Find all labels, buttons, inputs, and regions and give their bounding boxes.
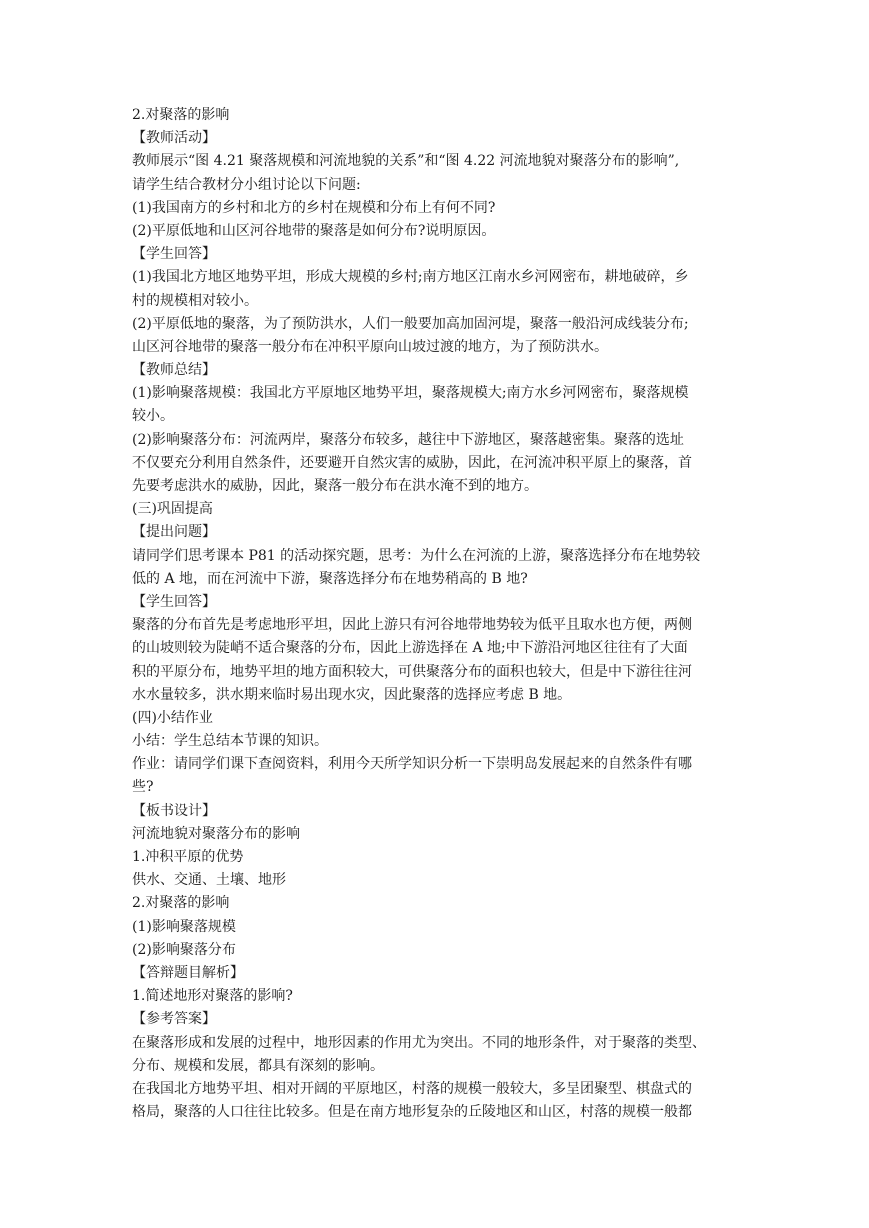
teacher-activity-label: 【教师活动】 xyxy=(132,130,216,147)
defense-question-label: 【答辩题目解析】 xyxy=(132,964,244,981)
section-heading: (三)巩固提高 xyxy=(132,501,213,518)
body-line: 水水量较多，洪水期来临时易出现水灾，因此聚落的选择应考虑 B 地。 xyxy=(132,686,572,703)
body-line: 请学生结合教材分小组讨论以下问题: xyxy=(132,176,361,193)
reference-answer-label: 【参考答案】 xyxy=(132,1011,216,1028)
body-line: 作业：请同学们课下查阅资料，利用今天所学知识分析一下崇明岛发展起来的自然条件有哪 xyxy=(132,756,692,773)
raise-question-label: 【提出问题】 xyxy=(132,524,216,541)
body-line: 山区河谷地带的聚落一般分布在冲积平原向山坡过渡的地方，为了预防洪水。 xyxy=(132,338,608,355)
body-line: 1.简述地形对聚落的影响? xyxy=(132,988,293,1005)
question-item: (1)我国南方的乡村和北方的乡村在规模和分布上有何不同? xyxy=(132,199,496,216)
body-line: 村的规模相对较小。 xyxy=(132,292,258,309)
body-line: 格局，聚落的人口往往比较多。但是在南方地形复杂的丘陵地区和山区，村落的规模一般都 xyxy=(132,1104,692,1121)
student-answer-label: 【学生回答】 xyxy=(132,246,216,263)
teacher-summary-label: 【教师总结】 xyxy=(132,362,216,379)
body-line: (1)我国北方地区地势平坦，形成大规模的乡村;南方地区江南水乡河网密布，耕地破碎，乡 xyxy=(132,269,689,286)
body-line: (2)影响聚落分布 xyxy=(132,941,236,958)
body-line: 请同学们思考课本 P81 的活动探究题，思考：为什么在河流的上游，聚落选择分布在地势较 xyxy=(132,547,701,564)
body-line: 些? xyxy=(132,779,154,796)
body-line: 先要考虑洪水的威胁，因此，聚落一般分布在洪水淹不到的地方。 xyxy=(132,478,538,494)
body-line: 小结：学生总结本节课的知识。 xyxy=(132,733,328,750)
body-line: 不仅要充分利用自然条件，还要避开自然灾害的威胁，因此，在河流冲积平原上的聚落，首 xyxy=(132,454,692,471)
body-line: 较小。 xyxy=(132,408,174,425)
body-line: (1)影响聚落规模：我国北方平原地区地势平坦，聚落规模大;南方水乡河网密布，聚落规模 xyxy=(132,385,689,402)
document-body xyxy=(132,104,742,1124)
section-heading: 2.对聚落的影响 xyxy=(132,107,230,123)
body-line: 低的 A 地，而在河流中下游，聚落选择分布在地势稍高的 B 地? xyxy=(132,570,528,587)
body-line: 河流地貌对聚落分布的影响 xyxy=(132,825,300,842)
body-line: 在聚落形成和发展的过程中，地形因素的作用尤为突出。不同的地形条件，对于聚落的类型、 xyxy=(132,1034,706,1051)
body-line: 供水、交通、土壤、地形 xyxy=(132,872,286,889)
body-line: 积的平原分布，地势平坦的地方面积较大，可供聚落分布的面积也较大，但是中下游往往河 xyxy=(132,663,692,680)
student-answer-label: 【学生回答】 xyxy=(132,593,216,610)
body-line: 教师展示“图 4.21 聚落规模和河流地貌的关系”和“图 4.22 河流地貌对聚落分布的影响”, xyxy=(132,153,680,170)
body-line: 聚落的分布首先是考虑地形平坦，因此上游只有河谷地带地势较为低平且取水也方便，两侧 xyxy=(132,617,692,634)
body-line: 1.冲积平原的优势 xyxy=(132,849,244,865)
question-item: (2)平原低地和山区河谷地带的聚落是如何分布?说明原因。 xyxy=(132,222,496,239)
body-line: (1)影响聚落规模 xyxy=(132,918,236,935)
body-line: 2.对聚落的影响 xyxy=(132,895,230,912)
body-line: 分布、规模和发展，都具有深刻的影响。 xyxy=(132,1057,384,1074)
body-line: (2)影响聚落分布：河流两岸，聚落分布较多，越往中下游地区，聚落越密集。聚落的选址 xyxy=(132,431,684,448)
board-design-label: 【板书设计】 xyxy=(132,802,216,819)
body-line: 的山坡则较为陡峭不适合聚落的分布，因此上游选择在 A 地;中下游沿河地区往往有了大面 xyxy=(132,640,688,657)
body-line: (2)平原低地的聚落，为了预防洪水，人们一般要加高加固河堤，聚落一般沿河成线装分布; xyxy=(132,315,689,332)
section-heading: (四)小结作业 xyxy=(132,709,213,726)
body-line: 在我国北方地势平坦、相对开阔的平原地区，村落的规模一般较大，多呈团聚型、棋盘式的 xyxy=(132,1080,692,1097)
